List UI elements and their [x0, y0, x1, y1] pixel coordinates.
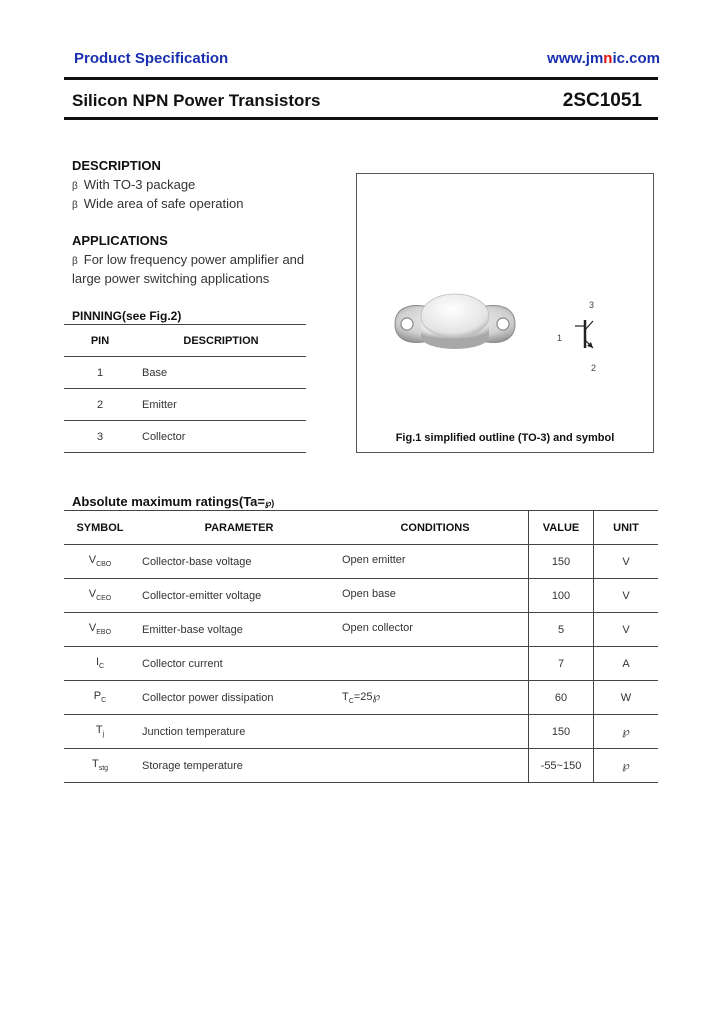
pinning-heading: PINNING(see Fig.2) — [72, 309, 182, 323]
table-row — [64, 749, 658, 783]
symbol-pin-1-label: 1 — [557, 333, 563, 343]
to3-package-illustration — [357, 174, 653, 452]
symbol-subscript: j — [102, 731, 105, 739]
header-product-spec: Product Specification — [74, 50, 229, 67]
symbol-cell — [64, 749, 136, 783]
unit-cell: V — [594, 545, 659, 579]
value-column-header: VALUE — [529, 511, 594, 545]
parameter-column-header: PARAMETER — [136, 511, 342, 545]
description-item — [72, 177, 195, 192]
value-cell: 150 — [529, 715, 594, 749]
parameter-cell: Junction temperature — [136, 715, 342, 749]
conditions-column-header: CONDITIONS — [342, 511, 529, 545]
conditions-cell — [342, 647, 529, 681]
symbol: T — [91, 758, 99, 771]
description-column-header: DESCRIPTION — [136, 325, 306, 357]
unit-cell: ℘ — [594, 715, 659, 749]
applications-item — [72, 252, 304, 267]
value-cell: 7 — [529, 647, 594, 681]
table-row — [64, 545, 658, 579]
pin-description: Emitter — [136, 389, 306, 421]
symbol-pin-2-label: 2 — [591, 363, 597, 373]
symbol-cell — [64, 647, 136, 681]
pin-description: Collector — [136, 421, 306, 453]
symbol: V — [88, 588, 97, 601]
conditions-cell — [342, 613, 529, 647]
parameter-cell: Collector power dissipation — [136, 681, 342, 715]
conditions-cell — [342, 749, 529, 783]
pin-number: 2 — [64, 389, 136, 421]
symbol-cell — [64, 579, 136, 613]
conditions-cell — [342, 579, 529, 613]
table-row — [64, 389, 306, 421]
ratings-table — [64, 510, 658, 783]
description-item — [72, 196, 243, 211]
symbol-subscript: CBO — [96, 561, 112, 569]
unit-cell: ℘ — [594, 749, 659, 783]
unit-cell: V — [594, 613, 659, 647]
symbol-subscript: stg — [98, 765, 109, 773]
parameter-cell: Collector-base voltage — [136, 545, 342, 579]
condition-text: Open collector — [342, 622, 413, 635]
symbol-subscript: EBO — [96, 629, 112, 637]
parameter-cell: Storage temperature — [136, 749, 342, 783]
table-row — [64, 647, 658, 681]
applications-line-2: large power switching applications — [72, 271, 270, 286]
table-row — [64, 421, 306, 453]
ratings-heading-tail: ℘) — [265, 498, 275, 508]
table-row — [64, 681, 658, 715]
conditions-cell — [342, 681, 529, 715]
unit-cell: V — [594, 579, 659, 613]
condition-tail: =25℘ — [353, 690, 381, 703]
url-part-2: n — [603, 50, 613, 67]
title-rule — [64, 117, 658, 120]
pin-column-header: PIN — [64, 325, 136, 357]
bullet-mark: β — [72, 256, 78, 267]
symbol-column-header: SYMBOL — [64, 511, 136, 545]
header-rule — [64, 77, 658, 80]
figure-box — [356, 173, 654, 453]
symbol-cell — [64, 545, 136, 579]
url-part-3: ic.com — [612, 50, 660, 67]
header-website-link[interactable] — [547, 50, 660, 67]
unit-column-header: UNIT — [594, 511, 659, 545]
table-row — [64, 613, 658, 647]
pin-description: Base — [136, 357, 306, 389]
value-cell: 60 — [529, 681, 594, 715]
value-cell: 150 — [529, 545, 594, 579]
pinning-table — [64, 324, 306, 453]
symbol-cell — [64, 681, 136, 715]
conditions-cell — [342, 715, 529, 749]
pinning-header-row — [64, 325, 306, 357]
symbol: P — [93, 690, 102, 703]
symbol: T — [95, 724, 103, 737]
symbol-subscript: C — [99, 663, 105, 671]
applications-heading: APPLICATIONS — [72, 233, 168, 248]
condition-text: Open base — [342, 588, 396, 601]
parameter-cell: Emitter-base voltage — [136, 613, 342, 647]
pin-number: 1 — [64, 357, 136, 389]
description-item-text: Wide area of safe operation — [83, 196, 244, 211]
symbol: V — [88, 622, 97, 635]
bullet-mark: β — [72, 200, 78, 211]
parameter-cell: Collector-emitter voltage — [136, 579, 342, 613]
ratings-heading-text: Absolute maximum ratings(Ta= — [72, 494, 265, 509]
value-cell: 5 — [529, 613, 594, 647]
table-row — [64, 579, 658, 613]
unit-cell: W — [594, 681, 659, 715]
url-part-1: www.jm — [547, 50, 604, 67]
symbol-cell — [64, 613, 136, 647]
part-number: 2SC1051 — [562, 90, 642, 111]
unit-cell: A — [594, 647, 659, 681]
symbol-cell — [64, 715, 136, 749]
table-row — [64, 715, 658, 749]
ratings-header-row — [64, 511, 658, 545]
description-item-text: With TO-3 package — [83, 177, 196, 192]
figure-caption: Fig.1 simplified outline (TO-3) and symbol — [395, 432, 615, 444]
bullet-mark: β — [72, 181, 78, 192]
ratings-heading — [72, 494, 274, 509]
condition-text: Open emitter — [342, 554, 406, 567]
conditions-cell — [342, 545, 529, 579]
description-heading: DESCRIPTION — [72, 158, 161, 173]
table-row — [64, 357, 306, 389]
document-title: Silicon NPN Power Transistors — [72, 91, 321, 110]
applications-line-1: For low frequency power amplifier and — [83, 252, 305, 267]
symbol-subscript: CEO — [96, 595, 112, 603]
condition-subscript: C — [348, 698, 354, 706]
value-cell: 100 — [529, 579, 594, 613]
condition-text: T — [342, 690, 349, 703]
symbol: V — [88, 554, 97, 567]
parameter-cell: Collector current — [136, 647, 342, 681]
symbol-subscript: C — [101, 697, 107, 705]
symbol-pin-3-label: 3 — [589, 300, 595, 310]
value-cell: -55~150 — [529, 749, 594, 783]
pin-number: 3 — [64, 421, 136, 453]
symbol: I — [95, 656, 99, 669]
